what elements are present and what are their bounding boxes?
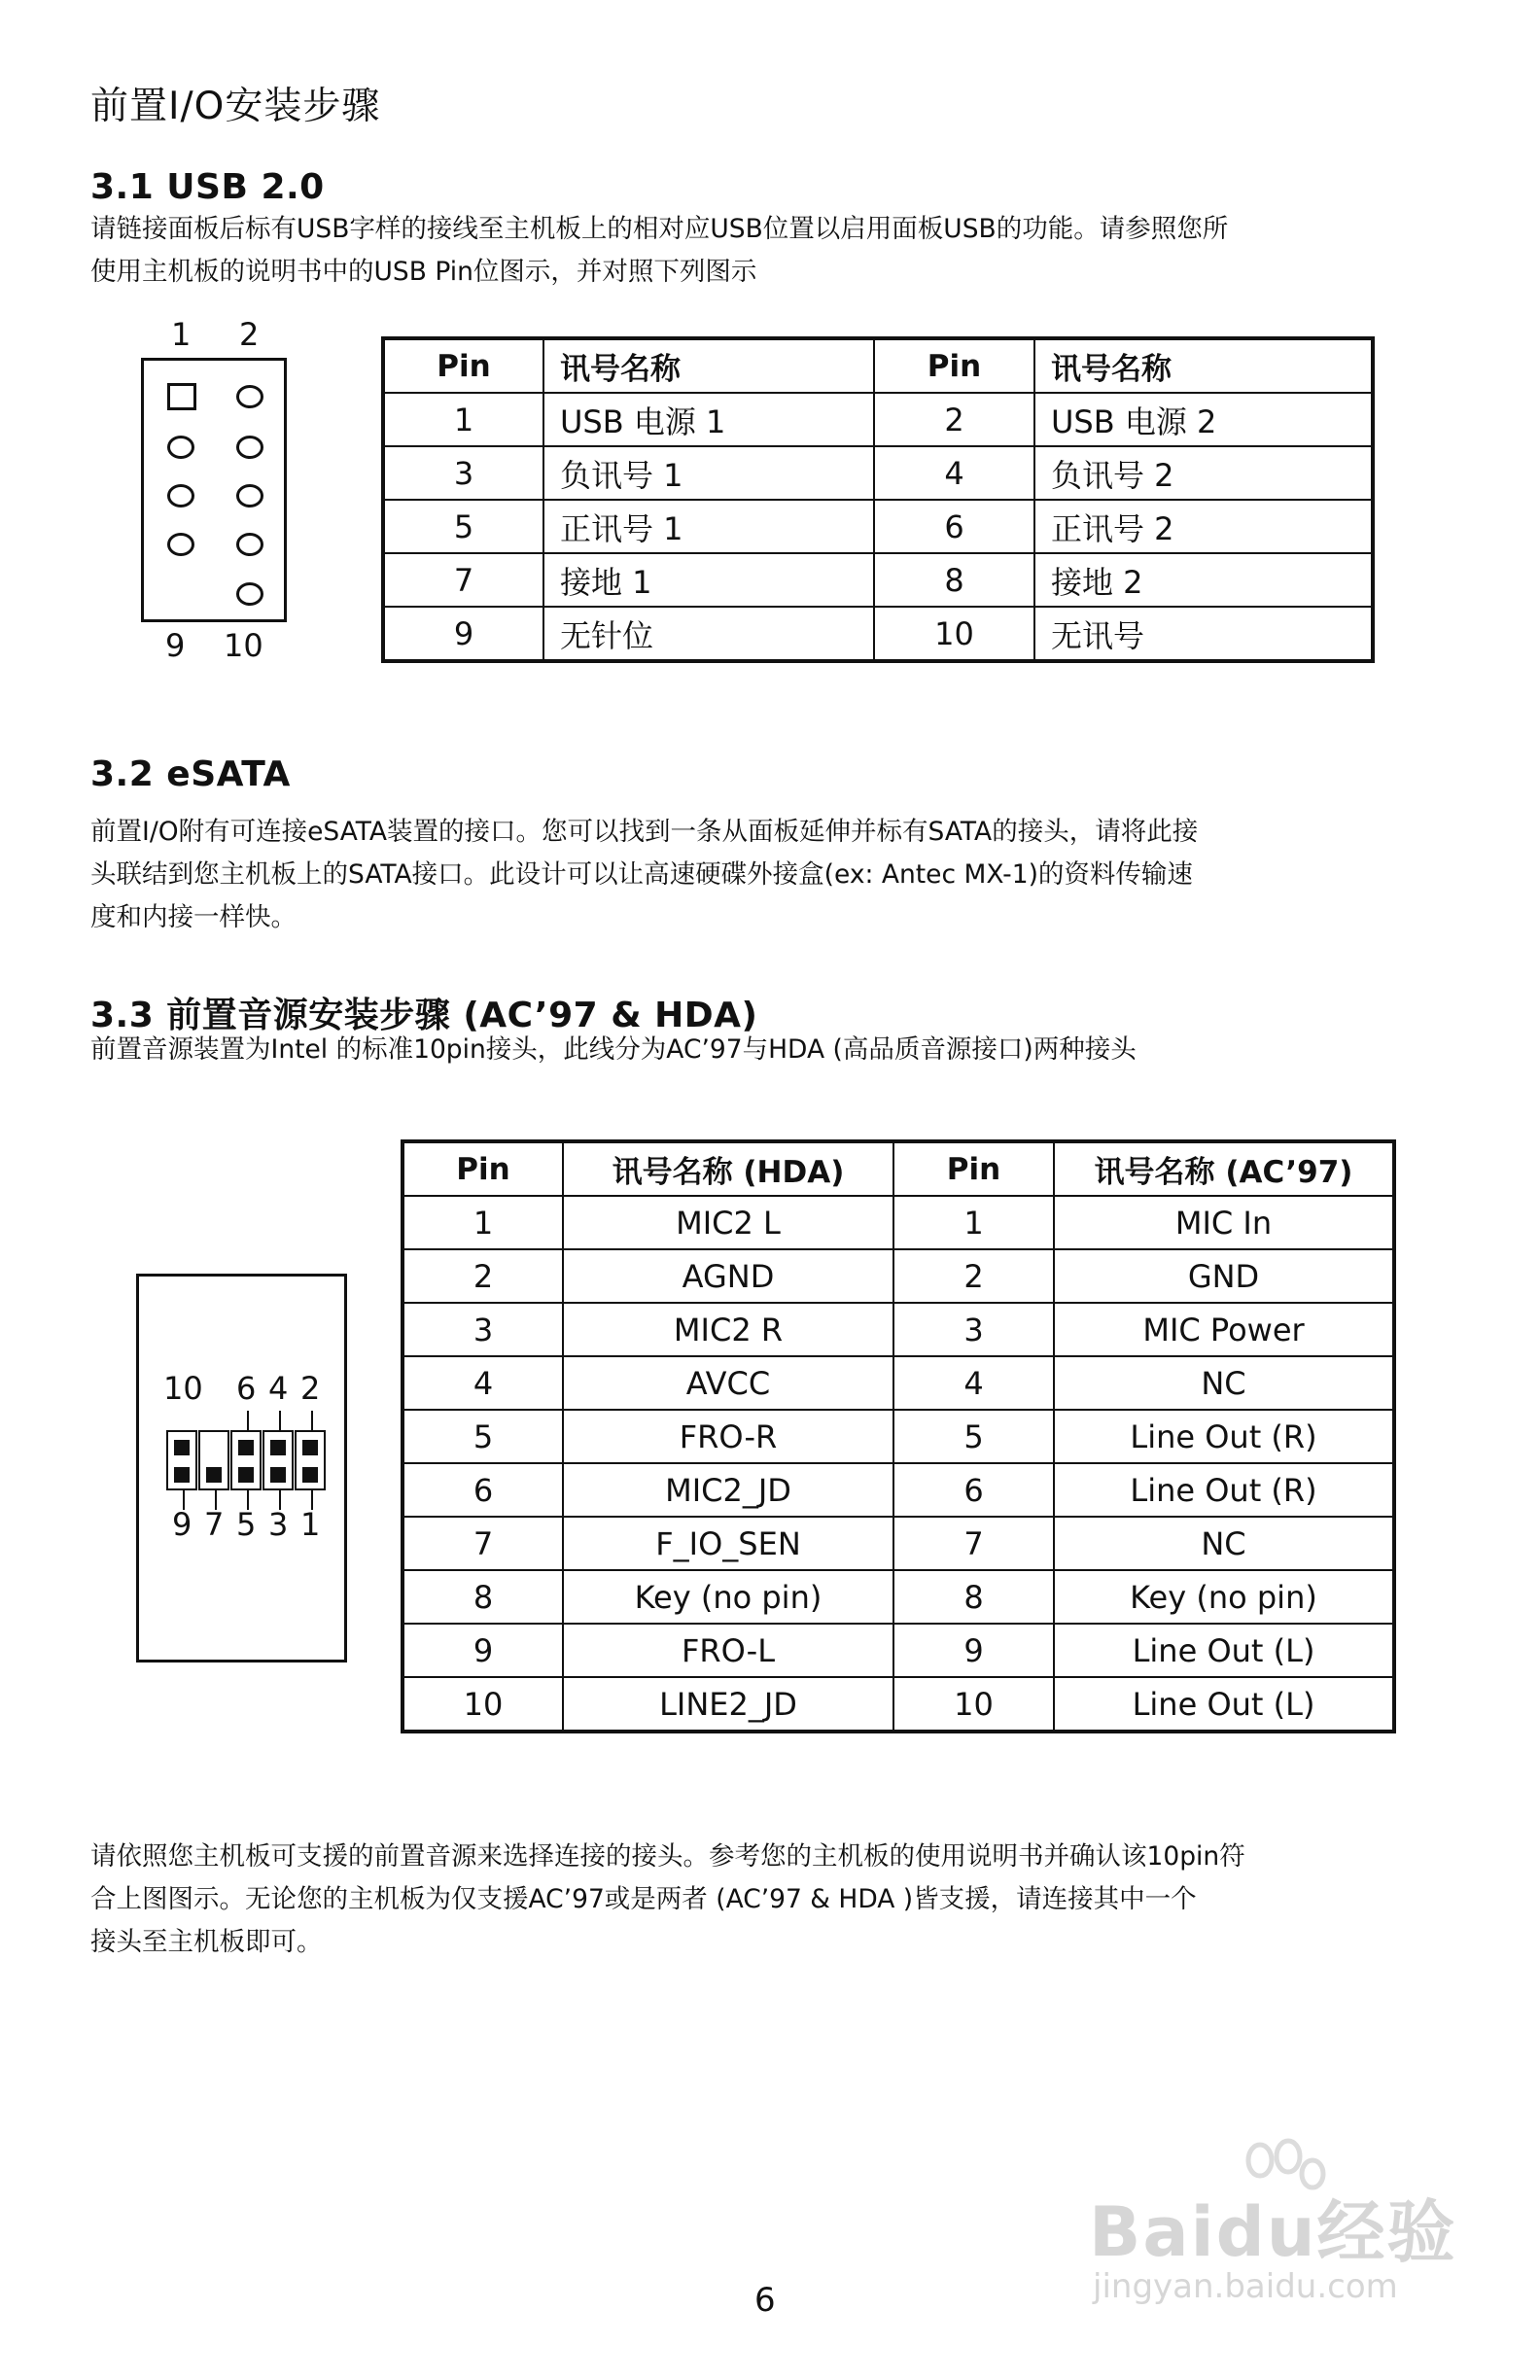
usb-diagram-label-9: 9 — [165, 627, 186, 664]
table-cell: GND — [1054, 1249, 1394, 1303]
audio-header-diagram — [136, 1274, 347, 1662]
table-cell: USB 电源 2 — [1034, 393, 1373, 446]
audio-diagram-label-6: 6 — [236, 1370, 257, 1407]
table-cell: F_IO_SEN — [563, 1517, 893, 1570]
table-cell: 2 — [893, 1249, 1054, 1303]
audio-pin-9 — [174, 1467, 190, 1483]
esata-paragraph — [90, 811, 1471, 939]
table-cell: 5 — [383, 500, 543, 553]
audio-col-pin-ac97: Pin — [893, 1141, 1054, 1196]
usb-pin-5 — [167, 484, 194, 508]
table-cell: FRO-R — [563, 1410, 893, 1463]
audio-col-signal-hda: 讯号名称 (HDA) — [563, 1141, 893, 1196]
usb-diagram-label-1: 1 — [171, 316, 192, 353]
table-cell: 9 — [402, 1624, 563, 1677]
table-row — [383, 553, 1373, 607]
audio-pin-1 — [302, 1467, 318, 1483]
audio-diagram-label-9: 9 — [172, 1506, 192, 1543]
usb-pin-10 — [236, 582, 263, 606]
usb-intro-paragraph — [90, 208, 1471, 294]
esata-line-3: 度和内接一样快。 — [90, 902, 297, 932]
table-cell: 4 — [874, 446, 1034, 500]
table-cell: 4 — [893, 1356, 1054, 1410]
audio-tick — [247, 1411, 249, 1430]
table-row — [402, 1249, 1394, 1303]
table-cell: 2 — [402, 1249, 563, 1303]
table-cell: Line Out (L) — [1054, 1624, 1394, 1677]
audio-footer-line-3: 接头至主机板即可。 — [90, 1927, 323, 1957]
usb-intro-line-1: 请链接面板后标有USB字样的接线至主机板上的相对应USB位置以启用面板USB的功能。请参照您所 — [90, 214, 1229, 244]
table-row — [402, 1570, 1394, 1624]
table-cell: 1 — [893, 1196, 1054, 1249]
table-cell: MIC2_JD — [563, 1463, 893, 1517]
audio-header-cell — [198, 1430, 229, 1490]
usb-diagram-label-10: 10 — [224, 627, 263, 664]
table-row — [402, 1517, 1394, 1570]
usb-diagram-label-2: 2 — [239, 316, 260, 353]
table-cell: 6 — [402, 1463, 563, 1517]
table-cell: 7 — [402, 1517, 563, 1570]
table-cell: 8 — [874, 553, 1034, 607]
table-cell: 1 — [383, 393, 543, 446]
audio-pin-table — [401, 1139, 1396, 1733]
audio-footer-line-1: 请依照您主机板可支援的前置音源来选择连接的接头。参考您的主机板的使用说明书并确认该10pin符 — [90, 1841, 1245, 1872]
audio-col-signal-ac97: 讯号名称 (AC’97) — [1054, 1141, 1394, 1196]
audio-diagram-label-3: 3 — [268, 1506, 289, 1543]
usb-pin-4 — [236, 436, 263, 459]
table-cell: AVCC — [563, 1356, 893, 1410]
table-cell: 1 — [402, 1196, 563, 1249]
usb-pin-8 — [236, 533, 263, 556]
table-cell: FRO-L — [563, 1624, 893, 1677]
audio-pin-7 — [206, 1467, 222, 1483]
usb-intro-line-2: 使用主机板的说明书中的USB Pin位图示，并对照下列图示 — [90, 257, 757, 287]
table-cell: LINE2_JD — [563, 1677, 893, 1732]
table-cell: 7 — [893, 1517, 1054, 1570]
audio-diagram-label-4: 4 — [268, 1370, 289, 1407]
usb-header-outline — [141, 358, 287, 622]
table-cell: 正讯号 1 — [543, 500, 874, 553]
table-cell: 7 — [383, 553, 543, 607]
usb-col-signal-left: 讯号名称 — [543, 338, 874, 393]
esata-line-1: 前置I/O附有可连接eSATA装置的接口。您可以找到一条从面板延伸并标有SATA的接头，请将此接 — [90, 817, 1199, 847]
audio-footer-line-2: 合上图图示。无论您的主机板为仅支援AC’97或是两者 (AC’97 & HDA )皆支援，请连接其中一个 — [90, 1884, 1197, 1914]
table-cell: 3 — [893, 1303, 1054, 1356]
table-row — [383, 446, 1373, 500]
audio-footer-paragraph — [90, 1836, 1471, 1964]
table-cell: 8 — [402, 1570, 563, 1624]
table-cell: 4 — [402, 1356, 563, 1410]
table-cell: Line Out (L) — [1054, 1677, 1394, 1732]
usb-col-pin-right: Pin — [874, 338, 1034, 393]
table-cell: MIC2 R — [563, 1303, 893, 1356]
table-row — [402, 1303, 1394, 1356]
table-cell: 5 — [402, 1410, 563, 1463]
usb-pin-6 — [236, 484, 263, 508]
table-cell: 6 — [874, 500, 1034, 553]
table-cell: 8 — [893, 1570, 1054, 1624]
table-row — [383, 607, 1373, 661]
usb-pin-2 — [236, 385, 263, 408]
table-cell: Line Out (R) — [1054, 1463, 1394, 1517]
table-cell: 负讯号 2 — [1034, 446, 1373, 500]
audio-pin-3 — [270, 1467, 286, 1483]
table-cell: 接地 1 — [543, 553, 874, 607]
table-cell: 5 — [893, 1410, 1054, 1463]
audio-header-cell — [262, 1430, 294, 1490]
table-cell: MIC In — [1054, 1196, 1394, 1249]
watermark-url: jingyan.baidu.com — [1093, 2267, 1398, 2306]
usb-section-heading: 3.1 USB 2.0 — [90, 167, 325, 207]
table-cell: USB 电源 1 — [543, 393, 874, 446]
table-cell: NC — [1054, 1356, 1394, 1410]
esata-line-2: 头联结到您主机板上的SATA接口。此设计可以让高速硬碟外接盒(ex: Antec MX-1)的资料传输速 — [90, 859, 1193, 890]
table-cell: 3 — [383, 446, 543, 500]
esata-section-heading: 3.2 eSATA — [90, 754, 291, 794]
usb-pin-3 — [167, 436, 194, 459]
audio-table-header-row — [402, 1141, 1394, 1196]
table-row — [383, 500, 1373, 553]
table-row — [402, 1677, 1394, 1732]
table-cell: Key (no pin) — [1054, 1570, 1394, 1624]
table-cell: 6 — [893, 1463, 1054, 1517]
table-cell: 9 — [383, 607, 543, 661]
audio-diagram-label-2: 2 — [300, 1370, 321, 1407]
table-cell: 9 — [893, 1624, 1054, 1677]
table-cell: 正讯号 2 — [1034, 500, 1373, 553]
table-cell: MIC Power — [1054, 1303, 1394, 1356]
table-cell: 3 — [402, 1303, 563, 1356]
table-cell: 接地 2 — [1034, 553, 1373, 607]
table-cell: MIC2 L — [563, 1196, 893, 1249]
audio-tick — [279, 1411, 281, 1430]
usb-col-pin-left: Pin — [383, 338, 543, 393]
table-row — [402, 1463, 1394, 1517]
audio-diagram-label-5: 5 — [236, 1506, 257, 1543]
usb-col-signal-right: 讯号名称 — [1034, 338, 1373, 393]
audio-header-cell — [230, 1430, 262, 1490]
table-cell: 10 — [893, 1677, 1054, 1732]
table-cell: Key (no pin) — [563, 1570, 893, 1624]
table-row — [402, 1410, 1394, 1463]
audio-pin-6 — [238, 1440, 254, 1455]
table-row — [402, 1356, 1394, 1410]
audio-col-pin-hda: Pin — [402, 1141, 563, 1196]
usb-pin-7 — [167, 533, 194, 556]
table-row — [383, 393, 1373, 446]
audio-pin-10 — [174, 1440, 190, 1455]
table-cell: 无针位 — [543, 607, 874, 661]
table-cell: 2 — [874, 393, 1034, 446]
audio-intro: 前置音源装置为Intel 的标准10pin接头，此线分为AC’97与HDA (高品质音源接口)两种接头 — [90, 1034, 1137, 1065]
table-cell: 无讯号 — [1034, 607, 1373, 661]
table-row — [402, 1196, 1394, 1249]
audio-pin-5 — [238, 1467, 254, 1483]
audio-diagram-label-10: 10 — [163, 1370, 203, 1407]
usb-pin-table — [381, 336, 1375, 663]
audio-header-cell — [166, 1430, 197, 1490]
page-number: 6 — [754, 2281, 776, 2320]
audio-pin-2 — [302, 1440, 318, 1455]
page-title: 前置I/O安装步骤 — [90, 85, 381, 128]
usb-table-header-row — [383, 338, 1373, 393]
audio-pin-4 — [270, 1440, 286, 1455]
audio-tick — [311, 1411, 313, 1430]
usb-pin-1-square — [167, 383, 196, 410]
table-cell: AGND — [563, 1249, 893, 1303]
watermark-brand: Baidu经验 — [1089, 2192, 1457, 2272]
table-cell: Line Out (R) — [1054, 1410, 1394, 1463]
table-cell: NC — [1054, 1517, 1394, 1570]
table-cell: 负讯号 1 — [543, 446, 874, 500]
audio-diagram-label-1: 1 — [300, 1506, 321, 1543]
table-cell: 10 — [402, 1677, 563, 1732]
audio-header-cell — [295, 1430, 326, 1490]
table-cell: 10 — [874, 607, 1034, 661]
audio-diagram-label-7: 7 — [204, 1506, 225, 1543]
audio-section-heading: 3.3 前置音源安装步骤 (AC’97 & HDA) — [90, 996, 758, 1035]
table-row — [402, 1624, 1394, 1677]
